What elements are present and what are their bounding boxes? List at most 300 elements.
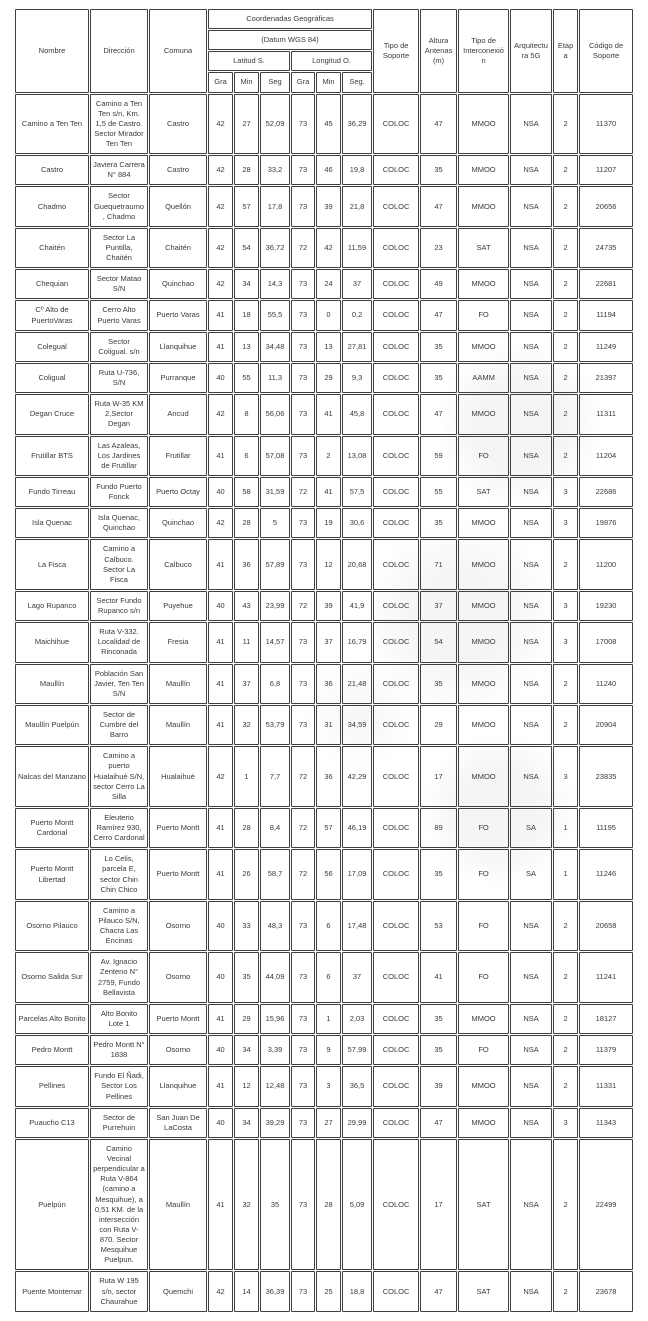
cell-lat-min: 54 [234, 228, 259, 268]
cell-codigo: 17008 [579, 622, 633, 662]
cell-interconexion: FO [458, 901, 509, 952]
table-header [15, 9, 633, 93]
cell-etapa: 3 [553, 1108, 578, 1138]
table-row [15, 1271, 633, 1311]
table-row [15, 436, 633, 476]
cell-altura: 47 [420, 186, 457, 226]
cell-lat-gra: 40 [208, 1035, 233, 1065]
cell-etapa: 3 [553, 477, 578, 507]
cell-lat-gra: 40 [208, 1108, 233, 1138]
cell-altura: 47 [420, 1271, 457, 1311]
cell-lat-gra: 42 [208, 228, 233, 268]
cell-lon-gra: 73 [291, 705, 315, 745]
col-header-lat-gra: Gra [208, 72, 233, 92]
cell-lat-min: 58 [234, 477, 259, 507]
cell-codigo: 11246 [579, 849, 633, 900]
cell-comuna: Llanquihue [149, 332, 207, 362]
cell-codigo: 22499 [579, 1139, 633, 1271]
cell-lon-gra: 73 [291, 1271, 315, 1311]
table-row [15, 228, 633, 268]
cell-etapa: 2 [553, 155, 578, 185]
cell-arquitectura: NSA [510, 300, 552, 330]
col-header-lon-gra: Gra [291, 72, 315, 92]
cell-tipo-soporte: COLOC [373, 363, 419, 393]
col-header-etapa: Etapa [553, 9, 578, 93]
cell-direccion: Alto Bonito Lote 1 [90, 1004, 148, 1034]
cell-lon-seg: 0,2 [342, 300, 372, 330]
cell-nombre: Maullín Puelpún [15, 705, 89, 745]
cell-arquitectura: NSA [510, 1271, 552, 1311]
cell-arquitectura: NSA [510, 394, 552, 434]
cell-etapa: 2 [553, 186, 578, 226]
cell-altura: 59 [420, 436, 457, 476]
cell-comuna: Osorno [149, 952, 207, 1003]
cell-arquitectura: SA [510, 849, 552, 900]
cell-comuna: Puerto Octay [149, 477, 207, 507]
cell-altura: 39 [420, 1066, 457, 1106]
table-row [15, 1139, 633, 1271]
cell-lon-min: 31 [316, 705, 341, 745]
cell-lon-min: 27 [316, 1108, 341, 1138]
cell-lat-seg: 57,08 [260, 436, 290, 476]
cell-lon-seg: 45,8 [342, 394, 372, 434]
cell-lat-gra: 42 [208, 1271, 233, 1311]
cell-lat-gra: 42 [208, 508, 233, 538]
cell-nombre: Coligual [15, 363, 89, 393]
cell-lon-min: 41 [316, 477, 341, 507]
cell-altura: 29 [420, 705, 457, 745]
cell-codigo: 24735 [579, 228, 633, 268]
cell-codigo: 21397 [579, 363, 633, 393]
cell-etapa: 2 [553, 228, 578, 268]
cell-lon-seg: 16,79 [342, 622, 372, 662]
cell-lat-gra: 41 [208, 622, 233, 662]
cell-lon-min: 24 [316, 269, 341, 299]
cell-lat-gra: 42 [208, 155, 233, 185]
cell-nombre: Osorno Pilauco [15, 901, 89, 952]
cell-lat-seg: 53,79 [260, 705, 290, 745]
cell-tipo-soporte: COLOC [373, 186, 419, 226]
cell-lat-min: 32 [234, 705, 259, 745]
cell-lat-gra: 42 [208, 94, 233, 155]
cell-altura: 41 [420, 952, 457, 1003]
cell-lat-gra: 40 [208, 901, 233, 952]
cell-lat-min: 6 [234, 436, 259, 476]
cell-lon-gra: 72 [291, 477, 315, 507]
cell-lat-min: 18 [234, 300, 259, 330]
cell-altura: 23 [420, 228, 457, 268]
cell-lat-seg: 44,09 [260, 952, 290, 1003]
table-row [15, 508, 633, 538]
cell-lat-seg: 55,5 [260, 300, 290, 330]
cell-comuna: Calbuco [149, 539, 207, 590]
cell-comuna: Llanquihue [149, 1066, 207, 1106]
cell-direccion: Ruta V-332. Localidad de Rinconada [90, 622, 148, 662]
cell-codigo: 22686 [579, 477, 633, 507]
cell-interconexion: FO [458, 952, 509, 1003]
cell-lat-min: 34 [234, 1108, 259, 1138]
cell-codigo: 18127 [579, 1004, 633, 1034]
cell-lat-gra: 42 [208, 394, 233, 434]
cell-comuna: Quinchao [149, 269, 207, 299]
cell-arquitectura: NSA [510, 1108, 552, 1138]
cell-altura: 54 [420, 622, 457, 662]
cell-lat-gra: 40 [208, 591, 233, 621]
col-header-direccion: Dirección [90, 9, 148, 93]
cell-codigo: 20656 [579, 186, 633, 226]
cell-lon-gra: 72 [291, 591, 315, 621]
cell-lon-min: 25 [316, 1271, 341, 1311]
cell-lon-min: 9 [316, 1035, 341, 1065]
col-header-longitud: Longitud O. [291, 51, 372, 71]
cell-lon-seg: 21,48 [342, 664, 372, 704]
cell-lon-gra: 72 [291, 849, 315, 900]
cell-lon-seg: 2,03 [342, 1004, 372, 1034]
table-row [15, 1108, 633, 1138]
cell-etapa: 2 [553, 94, 578, 155]
cell-interconexion: MMOO [458, 591, 509, 621]
cell-lon-gra: 72 [291, 746, 315, 807]
cell-comuna: Frutillar [149, 436, 207, 476]
cell-lon-gra: 73 [291, 186, 315, 226]
cell-comuna: Osorno [149, 901, 207, 952]
cell-nombre: Lago Rupanco [15, 591, 89, 621]
cell-nombre: Parcelas Alto Bonito [15, 1004, 89, 1034]
cell-altura: 37 [420, 591, 457, 621]
cell-lon-gra: 73 [291, 664, 315, 704]
cell-altura: 35 [420, 1004, 457, 1034]
cell-etapa: 2 [553, 363, 578, 393]
cell-lat-min: 34 [234, 1035, 259, 1065]
col-header-arquitectura-5g: Arquitectura 5G [510, 9, 552, 93]
cell-nombre: Puerto Montt Libertad [15, 849, 89, 900]
cell-arquitectura: NSA [510, 591, 552, 621]
cell-lat-seg: 34,48 [260, 332, 290, 362]
cell-lat-min: 12 [234, 1066, 259, 1106]
cell-lat-seg: 15,96 [260, 1004, 290, 1034]
cell-lat-gra: 40 [208, 477, 233, 507]
cell-lon-min: 6 [316, 901, 341, 952]
cell-lat-seg: 36,39 [260, 1271, 290, 1311]
cell-arquitectura: NSA [510, 363, 552, 393]
cell-direccion: Av. Ignacio Zenteno N° 2759, Fundo Bellavista [90, 952, 148, 1003]
cell-comuna: Maullín [149, 1139, 207, 1271]
cell-interconexion: SAT [458, 1271, 509, 1311]
cell-tipo-soporte: COLOC [373, 849, 419, 900]
cell-lon-min: 46 [316, 155, 341, 185]
cell-nombre: Puerto Montt Cardonal [15, 808, 89, 848]
cell-arquitectura: NSA [510, 746, 552, 807]
cell-etapa: 1 [553, 849, 578, 900]
cell-nombre: Puelpún [15, 1139, 89, 1271]
cell-altura: 53 [420, 901, 457, 952]
col-header-altura-antenas: Altura Antenas (m) [420, 9, 457, 93]
cell-arquitectura: NSA [510, 477, 552, 507]
table-row [15, 394, 633, 434]
cell-lat-gra: 40 [208, 952, 233, 1003]
cell-direccion: Camino a puerto Hualaihué S/N, sector Cerro La Silla [90, 746, 148, 807]
cell-lat-gra: 41 [208, 849, 233, 900]
cell-lat-gra: 41 [208, 664, 233, 704]
cell-lat-min: 33 [234, 901, 259, 952]
cell-interconexion: MMOO [458, 1004, 509, 1034]
cell-lat-seg: 14,57 [260, 622, 290, 662]
cell-lon-gra: 73 [291, 1004, 315, 1034]
cell-interconexion: MMOO [458, 1108, 509, 1138]
cell-direccion: Sector Coligual. s/n [90, 332, 148, 362]
cell-etapa: 2 [553, 539, 578, 590]
cell-lat-min: 43 [234, 591, 259, 621]
cell-arquitectura: NSA [510, 186, 552, 226]
cell-lat-min: 13 [234, 332, 259, 362]
cell-lat-seg: 12,48 [260, 1066, 290, 1106]
table-row [15, 1035, 633, 1065]
cell-etapa: 2 [553, 1066, 578, 1106]
cell-direccion: Isla Quenac, Quinchao [90, 508, 148, 538]
cell-etapa: 2 [553, 300, 578, 330]
cell-arquitectura: NSA [510, 952, 552, 1003]
cell-altura: 35 [420, 1035, 457, 1065]
cell-tipo-soporte: COLOC [373, 155, 419, 185]
cell-tipo-soporte: COLOC [373, 94, 419, 155]
cell-arquitectura: NSA [510, 901, 552, 952]
cell-arquitectura: NSA [510, 1035, 552, 1065]
cell-lon-gra: 73 [291, 155, 315, 185]
cell-nombre: Puente Montemar [15, 1271, 89, 1311]
cell-lat-seg: 23,99 [260, 591, 290, 621]
cell-nombre: Frutillar BTS [15, 436, 89, 476]
cell-lat-seg: 14,3 [260, 269, 290, 299]
cell-lon-min: 41 [316, 394, 341, 434]
cell-comuna: San Juan De LaCosta [149, 1108, 207, 1138]
cell-lat-min: 36 [234, 539, 259, 590]
cell-lon-min: 29 [316, 363, 341, 393]
col-header-lon-min: Min [316, 72, 341, 92]
cell-interconexion: AAMM [458, 363, 509, 393]
cell-comuna: Fresia [149, 622, 207, 662]
col-header-lon-seg: Seg. [342, 72, 372, 92]
cell-comuna: Puyehue [149, 591, 207, 621]
cell-lon-min: 2 [316, 436, 341, 476]
table-row [15, 539, 633, 590]
cell-lon-gra: 73 [291, 332, 315, 362]
cell-direccion: Ruta U-736, S/N [90, 363, 148, 393]
cell-lon-seg: 18,8 [342, 1271, 372, 1311]
cell-tipo-soporte: COLOC [373, 477, 419, 507]
cell-direccion: Cerro Alto Puerto Varas [90, 300, 148, 330]
cell-lat-min: 14 [234, 1271, 259, 1311]
cell-etapa: 3 [553, 508, 578, 538]
cell-lat-gra: 42 [208, 746, 233, 807]
cell-arquitectura: SA [510, 808, 552, 848]
cell-comuna: Quemchi [149, 1271, 207, 1311]
cell-lon-seg: 11,59 [342, 228, 372, 268]
cell-lon-min: 1 [316, 1004, 341, 1034]
table-row [15, 332, 633, 362]
cell-lon-seg: 20,68 [342, 539, 372, 590]
cell-lon-seg: 5,09 [342, 1139, 372, 1271]
cell-lon-gra: 72 [291, 808, 315, 848]
cell-interconexion: FO [458, 808, 509, 848]
cell-interconexion: MMOO [458, 332, 509, 362]
cell-comuna: Puerto Montt [149, 1004, 207, 1034]
cell-codigo: 19230 [579, 591, 633, 621]
cell-comuna: Maullín [149, 664, 207, 704]
cell-codigo: 11370 [579, 94, 633, 155]
cell-lon-seg: 57,99 [342, 1035, 372, 1065]
col-header-tipo-interconexion: Tipo de Interconexión [458, 9, 509, 93]
cell-tipo-soporte: COLOC [373, 508, 419, 538]
cell-lon-min: 6 [316, 952, 341, 1003]
cell-direccion: Camino a Calbuco. Sector La Fisca [90, 539, 148, 590]
cell-arquitectura: NSA [510, 94, 552, 155]
col-header-comuna: Comuna [149, 9, 207, 93]
cell-lon-min: 39 [316, 186, 341, 226]
cell-lon-min: 19 [316, 508, 341, 538]
cell-etapa: 2 [553, 1271, 578, 1311]
cell-comuna: Castro [149, 94, 207, 155]
cell-nombre: Colegual [15, 332, 89, 362]
cell-lon-min: 39 [316, 591, 341, 621]
cell-etapa: 3 [553, 746, 578, 807]
table-row [15, 808, 633, 848]
cell-codigo: 11331 [579, 1066, 633, 1106]
cell-lat-min: 27 [234, 94, 259, 155]
cell-lat-gra: 42 [208, 269, 233, 299]
cell-lon-gra: 73 [291, 1139, 315, 1271]
cell-comuna: Chaitén [149, 228, 207, 268]
cell-lon-gra: 73 [291, 394, 315, 434]
cell-tipo-soporte: COLOC [373, 228, 419, 268]
cell-lon-gra: 73 [291, 363, 315, 393]
cell-lon-gra: 73 [291, 539, 315, 590]
cell-lat-min: 34 [234, 269, 259, 299]
cell-etapa: 3 [553, 622, 578, 662]
cell-altura: 35 [420, 332, 457, 362]
table-row [15, 477, 633, 507]
cell-lat-min: 28 [234, 155, 259, 185]
cell-direccion: Población San Javier, Ten Ten S/N [90, 664, 148, 704]
cell-interconexion: MMOO [458, 539, 509, 590]
table-row [15, 300, 633, 330]
cell-lat-seg: 11,3 [260, 363, 290, 393]
cell-lon-seg: 42,29 [342, 746, 372, 807]
cell-lon-min: 45 [316, 94, 341, 155]
cell-lat-min: 11 [234, 622, 259, 662]
cell-lat-seg: 33,2 [260, 155, 290, 185]
cell-etapa: 1 [553, 808, 578, 848]
cell-direccion: Pedro Montt N° 1838 [90, 1035, 148, 1065]
cell-lon-gra: 73 [291, 901, 315, 952]
cell-tipo-soporte: COLOC [373, 1035, 419, 1065]
table-row [15, 705, 633, 745]
cell-etapa: 2 [553, 1035, 578, 1065]
cell-lon-min: 12 [316, 539, 341, 590]
cell-arquitectura: NSA [510, 1066, 552, 1106]
cell-lat-seg: 56,06 [260, 394, 290, 434]
cell-altura: 47 [420, 300, 457, 330]
cell-nombre: La Fisca [15, 539, 89, 590]
cell-lat-seg: 57,89 [260, 539, 290, 590]
cell-interconexion: MMOO [458, 155, 509, 185]
table-row [15, 664, 633, 704]
cell-altura: 17 [420, 746, 457, 807]
cell-lat-seg: 58,7 [260, 849, 290, 900]
cell-lat-min: 29 [234, 1004, 259, 1034]
cell-tipo-soporte: COLOC [373, 394, 419, 434]
cell-comuna: Castro [149, 155, 207, 185]
cell-interconexion: MMOO [458, 1066, 509, 1106]
cell-etapa: 2 [553, 332, 578, 362]
cell-etapa: 2 [553, 1139, 578, 1271]
cell-lat-seg: 52,09 [260, 94, 290, 155]
cell-interconexion: SAT [458, 477, 509, 507]
cell-interconexion: MMOO [458, 186, 509, 226]
cell-lon-gra: 73 [291, 94, 315, 155]
cell-interconexion: SAT [458, 228, 509, 268]
cell-lat-gra: 41 [208, 1139, 233, 1271]
cell-tipo-soporte: COLOC [373, 591, 419, 621]
cell-interconexion: MMOO [458, 269, 509, 299]
cell-tipo-soporte: COLOC [373, 269, 419, 299]
cell-tipo-soporte: COLOC [373, 332, 419, 362]
cell-lat-gra: 41 [208, 705, 233, 745]
col-header-lat-min: Min [234, 72, 259, 92]
cell-codigo: 11195 [579, 808, 633, 848]
table-row [15, 849, 633, 900]
cell-nombre: Pedro Montt [15, 1035, 89, 1065]
cell-tipo-soporte: COLOC [373, 664, 419, 704]
cell-lat-min: 35 [234, 952, 259, 1003]
cell-codigo: 11311 [579, 394, 633, 434]
table-row [15, 746, 633, 807]
cell-lon-gra: 73 [291, 1035, 315, 1065]
cell-interconexion: MMOO [458, 508, 509, 538]
cell-codigo: 11204 [579, 436, 633, 476]
cell-interconexion: FO [458, 1035, 509, 1065]
cell-tipo-soporte: COLOC [373, 622, 419, 662]
cell-nombre: Puaucho C13 [15, 1108, 89, 1138]
cell-lat-seg: 3,39 [260, 1035, 290, 1065]
cell-lat-gra: 41 [208, 436, 233, 476]
cell-nombre: Fundo Tirreau [15, 477, 89, 507]
cell-altura: 71 [420, 539, 457, 590]
cell-lat-min: 32 [234, 1139, 259, 1271]
cell-lon-seg: 13,08 [342, 436, 372, 476]
cell-direccion: Camino Vecinal perpendicular a Ruta V-864 (camino a Mesquihue), a 0,51 KM. de la intersección con Ruta V-870. Sector Mesquihue Puelpun. [90, 1139, 148, 1271]
cell-lon-seg: 57,5 [342, 477, 372, 507]
cell-etapa: 2 [553, 705, 578, 745]
cell-nombre: Chaitén [15, 228, 89, 268]
cell-nombre: Pellines [15, 1066, 89, 1106]
cell-direccion: Sector Guequetraumo, Chadmo [90, 186, 148, 226]
cell-lon-min: 36 [316, 746, 341, 807]
cell-lat-gra: 41 [208, 808, 233, 848]
cell-tipo-soporte: COLOC [373, 808, 419, 848]
cell-interconexion: MMOO [458, 94, 509, 155]
cell-nombre: Chequian [15, 269, 89, 299]
cell-interconexion: SAT [458, 1139, 509, 1271]
cell-lon-gra: 73 [291, 1066, 315, 1106]
cell-direccion: Ruta W 195 s/n, sector Chaurahue [90, 1271, 148, 1311]
cell-lon-seg: 17,09 [342, 849, 372, 900]
cell-arquitectura: NSA [510, 155, 552, 185]
cell-altura: 47 [420, 394, 457, 434]
cell-lon-seg: 34,59 [342, 705, 372, 745]
cell-altura: 35 [420, 508, 457, 538]
cell-codigo: 11207 [579, 155, 633, 185]
cell-lat-gra: 41 [208, 1004, 233, 1034]
